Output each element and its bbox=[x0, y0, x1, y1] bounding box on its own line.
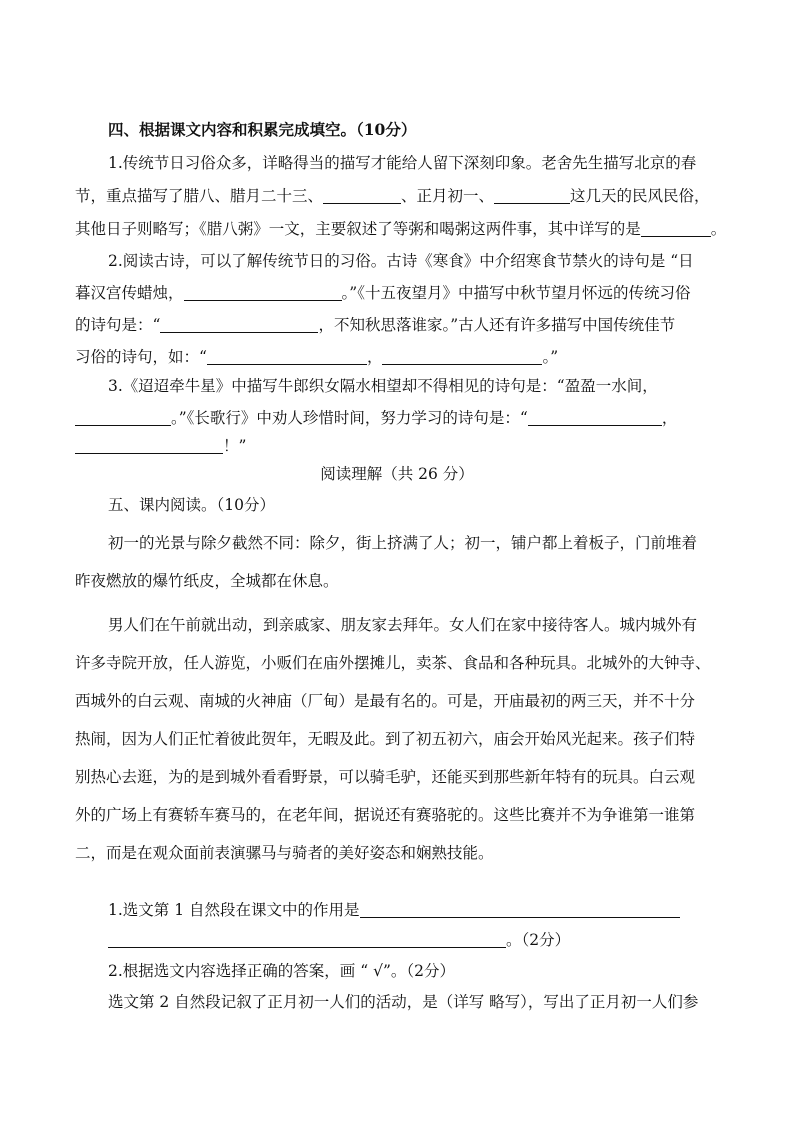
answer-blank[interactable] bbox=[75, 437, 223, 454]
q1-line-3 bbox=[75, 219, 726, 239]
q1-line-2 bbox=[75, 186, 710, 206]
passage-p2-line-3: 西城外的白云观、南城的火神庙（厂甸）是最有名的。可是，开庙最初的两三天，并不十分 bbox=[75, 692, 696, 710]
answer-blank[interactable] bbox=[184, 284, 342, 301]
answer-blank[interactable] bbox=[323, 187, 401, 204]
q2-line-3 bbox=[75, 315, 675, 335]
passage-p2-line-6: 外的广场上有赛轿车赛马的，在老年间，据说还有赛骆驼的。这些比赛并不为争谁第一谁第 bbox=[75, 806, 696, 824]
q3-line-2-text-a: 。”《长歌行》中劝人珍惜时间，努力学习的诗句是：“ bbox=[171, 409, 528, 427]
q1-line-1: 1.传统节日习俗众多，详略得当的描写才能给人留下深刻印象。老舍先生描写北京的春 bbox=[108, 154, 697, 172]
s5-q1-points: 。（2分） bbox=[506, 931, 571, 949]
s5-q2-line-2: 选文第 2 自然段记叙了正月初一人们的活动，是（详写 略写），写出了正月初一人们参 bbox=[108, 993, 699, 1011]
s5-q1-line-2 bbox=[108, 930, 570, 950]
q1-line-2-text-c: 这几天的民风民俗， bbox=[570, 187, 710, 205]
answer-blank[interactable] bbox=[382, 348, 542, 365]
q2-line-3-text-a: 的诗句是：“ bbox=[75, 316, 161, 334]
answer-blank[interactable] bbox=[494, 187, 570, 204]
q3-line-3 bbox=[75, 436, 246, 456]
q3-line-2 bbox=[75, 408, 677, 428]
passage-p1-line-2: 昨夜燃放的爆竹纸皮，全城都在休息。 bbox=[75, 572, 339, 590]
reading-section-title: 阅读理解（共 26 分） bbox=[320, 465, 474, 483]
q2-line-3-text-b: ，不知秋思落谁家。”古人还有许多描写中国传统佳节 bbox=[318, 316, 676, 334]
passage-p2-line-1: 男人们在午前就出动，到亲戚家、朋友家去拜年。女人们在家中接待客人。城内城外有 bbox=[108, 616, 698, 634]
q2-line-4-text-b: ， bbox=[366, 348, 383, 366]
passage-p2-line-5: 别热心去逛，为的是到城外看看野景，可以骑毛驴，还能买到那些新年特有的玩具。白云观 bbox=[75, 768, 696, 786]
q1-line-3-text-b: 。 bbox=[710, 220, 727, 238]
q2-line-4-text-a: 习俗的诗句，如：“ bbox=[75, 348, 207, 366]
answer-blank[interactable] bbox=[207, 348, 367, 365]
q2-line-2 bbox=[75, 283, 690, 303]
q1-line-3-text-a: 其他日子则略写；《腊八粥》一文，主要叙述了等粥和喝粥这两件事，其中详写的是 bbox=[75, 220, 641, 238]
s5-q1-line-1 bbox=[108, 900, 680, 920]
answer-blank[interactable] bbox=[360, 901, 680, 918]
passage-p1-line-1: 初一的光景与除夕截然不同：除夕，街上挤满了人；初一，铺户都上着板子，门前堆着 bbox=[108, 534, 698, 552]
q1-line-2-text-b: 、正月初一、 bbox=[401, 187, 495, 205]
q2-line-4 bbox=[75, 347, 558, 367]
q1-line-2-text-a: 节，重点描写了腊八、腊月二十三、 bbox=[75, 187, 324, 205]
q2-line-2-text-a: 暮汉宫传蜡烛， bbox=[75, 284, 184, 302]
q2-line-4-text-c: 。” bbox=[542, 348, 559, 366]
answer-blank[interactable] bbox=[160, 316, 318, 333]
q2-line-2-text-b: 。”《十五夜望月》中描写中秋节望月怀远的传统习俗 bbox=[341, 284, 691, 302]
q3-line-3-text-b: ！” bbox=[223, 437, 247, 455]
section-5-heading: 五、课内阅读。（10分） bbox=[108, 496, 275, 514]
q2-line-1: 2.阅读古诗，可以了解传统节日的习俗。古诗《寒食》中介绍寒食节禁火的诗句是 “日 bbox=[108, 252, 694, 270]
s5-q2-line-1: 2.根据选文内容选择正确的答案，画 “ √”。（2分） bbox=[108, 962, 455, 980]
passage-p2-line-4: 热闹，因为人们正忙着彼此贺年，无暇及此。到了初五初六，庙会开始风光起来。孩子们特 bbox=[75, 730, 696, 748]
answer-blank[interactable] bbox=[75, 409, 171, 426]
q3-line-1: 3.《迢迢牵牛星》中描写牛郎织女隔水相望却不得相见的诗句是：“盈盈一水间， bbox=[108, 377, 658, 395]
answer-blank[interactable] bbox=[641, 220, 711, 237]
answer-blank[interactable] bbox=[108, 931, 506, 948]
answer-blank[interactable] bbox=[528, 409, 662, 426]
passage-p2-line-2: 许多寺院开放，任人游览，小贩们在庙外摆摊儿，卖茶、食品和各种玩具。北城外的大钟寺、 bbox=[75, 654, 711, 672]
q3-line-2-text-b: ， bbox=[661, 409, 678, 427]
passage-p2-line-7: 二，而是在观众面前表演骡马与骑者的美好姿态和娴熟技能。 bbox=[75, 844, 494, 862]
section-4-heading: 四、根据课文内容和积累完成填空。（10分） bbox=[108, 120, 417, 139]
s5-q1-text: 1.选文第 1 自然段在课文中的作用是 bbox=[108, 901, 360, 919]
